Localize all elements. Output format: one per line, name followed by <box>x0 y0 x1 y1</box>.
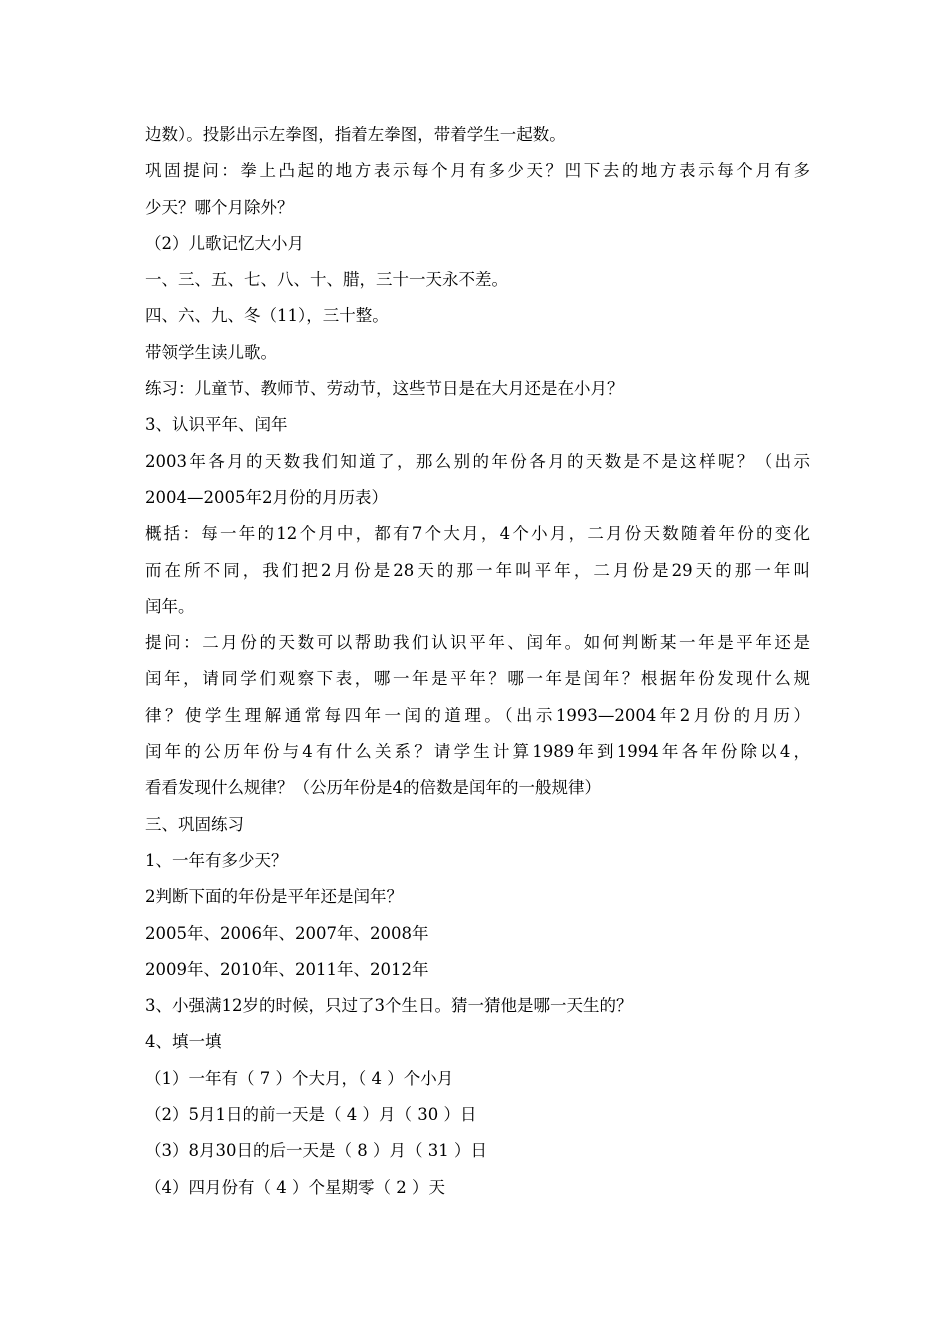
text-line: 闰年，请同学们观察下表，哪一年是平年？哪一年是闰年？根据年份发现什么规 <box>145 669 810 689</box>
text-line: 2004—2005年2月份的月历表） <box>145 487 388 507</box>
text-line: 闰年的公历年份与4有什么关系？请学生计算1989年到1994年各年份除以4， <box>145 742 810 762</box>
text-line: 练习：儿童节、教师节、劳动节，这些节日是在大月还是在小月？ <box>145 379 624 399</box>
text-line: 少天？哪个月除外？ <box>145 197 294 217</box>
text-line: 提问：二月份的天数可以帮助我们认识平年、闰年。如何判断某一年是平年还是 <box>145 633 810 653</box>
text-line: 2003年各月的天数我们知道了，那么别的年份各月的天数是不是这样呢？（出示 <box>145 451 810 471</box>
text-line: 巩固提问：拳上凸起的地方表示每个月有多少天？凹下去的地方表示每个月有多 <box>145 161 810 181</box>
document-page <box>145 117 810 1206</box>
exercise-item: 2判断下面的年份是平年还是闰年？ <box>145 887 403 907</box>
text-line: 四、六、九、冬（11），三十整。 <box>145 306 389 326</box>
fill-in-item: （2）5月1日的前一天是（ 4 ）月（ 30 ）日 <box>145 1105 477 1125</box>
fill-in-item: （1）一年有（ 7 ）个大月，（ 4 ）个小月 <box>145 1068 454 1088</box>
text-line: 而在所不同，我们把2月份是28天的那一年叫平年，二月份是29天的那一年叫 <box>145 560 810 580</box>
section-heading: 3、认识平年、闰年 <box>145 415 288 435</box>
section-heading: 三、巩固练习 <box>145 814 244 834</box>
text-line: 边数）。投影出示左拳图，指着左拳图，带着学生一起数。 <box>145 125 566 144</box>
exercise-item: 4、填一填 <box>145 1032 222 1052</box>
text-line: （2）儿歌记忆大小月 <box>145 233 304 253</box>
text-line: 律？使学生理解通常每四年一闰的道理。（出示1993—2004年2月份的月历） <box>145 705 810 725</box>
fill-in-item: （4）四月份有（ 4 ）个星期零（ 2 ）天 <box>145 1177 445 1197</box>
text-line: 概括：每一年的12个月中，都有7个大月，4个小月，二月份天数随着年份的变化 <box>145 524 810 544</box>
exercise-item: 3、小强满12岁的时候，只过了3个生日。猜一猜他是哪一天生的？ <box>145 996 633 1016</box>
text-line: 2009年、2010年、2011年、2012年 <box>145 959 429 979</box>
fill-in-item: （3）8月30日的后一天是（ 8 ）月（ 31 ）日 <box>145 1141 487 1161</box>
text-line: 带领学生读儿歌。 <box>145 342 277 362</box>
text-line: 闰年。 <box>145 596 195 616</box>
text-line: 一、三、五、七、八、十、腊，三十一天永不差。 <box>145 270 508 290</box>
exercise-item: 1、一年有多少天？ <box>145 850 288 870</box>
text-line: 2005年、2006年、2007年、2008年 <box>145 923 429 943</box>
text-line: 看看发现什么规律？（公历年份是4的倍数是闰年的一般规律） <box>145 778 601 798</box>
